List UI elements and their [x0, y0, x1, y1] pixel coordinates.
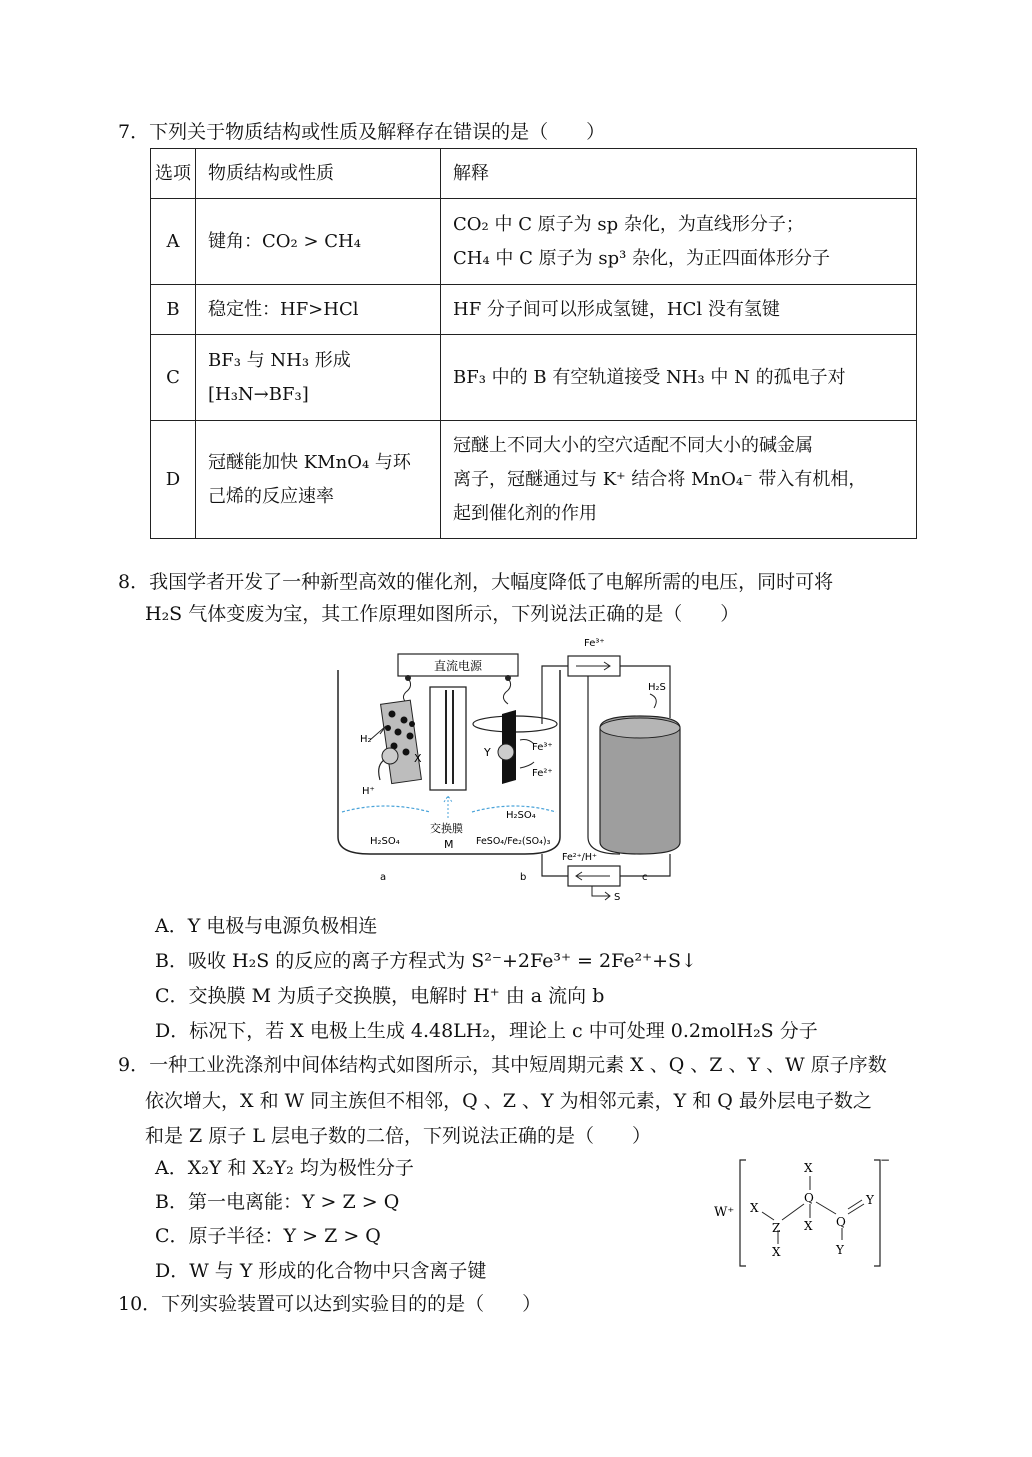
table-row: [151, 199, 917, 285]
atom-x: X: [772, 1245, 781, 1259]
q8-option-c: C．交换膜 M 为质子交换膜，电解时 H⁺ 由 a 流向 b: [155, 985, 605, 1007]
explanation-line: 离子，冠醚通过与 K⁺ 结合将 MnO₄⁻ 带入有机相，: [453, 468, 867, 490]
fe2-mid-label: Fe²⁺: [532, 768, 553, 779]
atom-z: Z: [772, 1221, 781, 1235]
property-line: 冠醚能加快 KMnO₄ 与环: [208, 451, 411, 473]
explanation-line: CO₂ 中 C 原子为 sp 杂化，为直线形分子；: [453, 213, 804, 235]
atom-x: X: [750, 1201, 759, 1215]
table-header-row: [151, 149, 917, 199]
row-explanation: [441, 199, 917, 285]
row-property: [196, 335, 441, 421]
row-option: C: [151, 335, 196, 421]
q8-stem-line-2: H₂S 气体变废为宝，其工作原理如图所示，下列说法正确的是（ ）: [145, 603, 740, 625]
sulfur-label: S: [614, 892, 621, 902]
fe3-top-label: Fe³⁺: [584, 638, 605, 649]
q7-stem: 7．下列关于物质结构或性质及解释存在错误的是（ ）: [118, 121, 606, 143]
membrane-label: 交换膜: [430, 822, 463, 835]
row-option: A: [151, 199, 196, 285]
atom-y: Y: [836, 1243, 844, 1257]
fe-solution-label: FeSO₄/Fe₂(SO₄)₃: [476, 836, 551, 847]
row-option: D: [151, 421, 196, 539]
electrode-y-label: Y: [484, 746, 491, 759]
explanation-line: 起到催化剂的作用: [453, 502, 597, 524]
h2-label: H₂: [360, 734, 372, 745]
w-cation: W⁺: [714, 1205, 735, 1220]
atom-x: X: [804, 1219, 813, 1233]
cell-a-label: a: [380, 872, 387, 883]
membrane-m-label: M: [444, 838, 454, 851]
q9-stem-line-1: 9．一种工业洗涤剂中间体结构式如图所示，其中短周期元素 X 、Q 、Z 、Y 、W 原子序数: [118, 1054, 887, 1076]
row-property: [196, 421, 441, 539]
charge-minus: −: [880, 1153, 891, 1167]
q9-option-c: C．原子半径：Y > Z > Q: [155, 1225, 381, 1247]
header-option: 选项: [151, 149, 196, 199]
row-explanation: [441, 421, 917, 539]
q9-option-a: A．X₂Y 和 X₂Y₂ 均为极性分子: [155, 1157, 414, 1179]
cell-b-label: b: [520, 872, 527, 883]
structure-formula: [712, 1152, 897, 1272]
power-supply-label: 直流电源: [433, 659, 483, 673]
explanation-line: 冠醚上不同大小的空穴适配不同大小的碱金属: [453, 434, 813, 456]
atom-y: Y: [866, 1193, 874, 1207]
explanation-line: CH₄ 中 C 原子为 sp³ 杂化，为正四面体形分子: [453, 247, 831, 269]
atom-x: X: [804, 1161, 813, 1175]
q7-table: [150, 148, 917, 539]
fe-h-label: Fe²⁺/H⁺: [562, 852, 597, 863]
property-line: 己烯的反应速率: [208, 485, 334, 507]
q8-option-b: B．吸收 H₂S 的反应的离子方程式为 S²⁻+2Fe³⁺ = 2Fe²⁺+S↓: [155, 950, 697, 972]
h2so4-b-label: H₂SO₄: [506, 810, 536, 821]
table-row: [151, 335, 917, 421]
row-property: 键角：CO₂ > CH₄: [196, 199, 441, 285]
property-line: BF₃ 与 NH₃ 形成: [208, 349, 351, 371]
row-option: B: [151, 285, 196, 335]
atom-q: Q: [804, 1191, 814, 1205]
header-explanation: 解释: [441, 149, 917, 199]
q10-stem: 10．下列实验装置可以达到实验目的的是（ ）: [118, 1293, 542, 1315]
q8-stem-line-1: 8．我国学者开发了一种新型高效的催化剂，大幅度降低了电解所需的电压，同时可将: [118, 571, 834, 593]
h2so4-a-label: H₂SO₄: [370, 836, 400, 847]
electrode-x-label: X: [414, 752, 422, 765]
fe3-mid-label: Fe³⁺: [532, 742, 553, 753]
q8-option-d: D．标况下，若 X 电极上生成 4.48LH₂，理论上 c 中可处理 0.2molH₂S 分子: [155, 1020, 818, 1042]
q9-option-d: D．W 与 Y 形成的化合物中只含离子键: [155, 1260, 487, 1282]
atom-q: Q: [836, 1215, 846, 1229]
header-property: 物质结构或性质: [196, 149, 441, 199]
h2s-label: H₂S: [648, 682, 666, 693]
q8-option-a: A．Y 电极与电源负极相连: [155, 915, 378, 937]
electrolysis-diagram: [330, 632, 700, 902]
row-property: 稳定性：HF>HCl: [196, 285, 441, 335]
hplus-label: H⁺: [362, 786, 375, 797]
table-row: [151, 285, 917, 335]
q9-option-b: B．第一电离能：Y > Z > Q: [155, 1191, 400, 1213]
table-row: [151, 421, 917, 539]
row-explanation: HF 分子间可以形成氢键，HCl 没有氢键: [441, 285, 917, 335]
q9-stem-line-3: 和是 Z 原子 L 层电子数的二倍，下列说法正确的是（ ）: [145, 1125, 651, 1147]
row-explanation: BF₃ 中的 B 有空轨道接受 NH₃ 中 N 的孤电子对: [441, 335, 917, 421]
cell-c-label: c: [642, 872, 648, 883]
q9-stem-line-2: 依次增大，X 和 W 同主族但不相邻，Q 、Z 、Y 为相邻元素，Y 和 Q 最外层电子数之: [145, 1090, 872, 1112]
property-line: [H₃N→BF₃]: [208, 383, 309, 405]
